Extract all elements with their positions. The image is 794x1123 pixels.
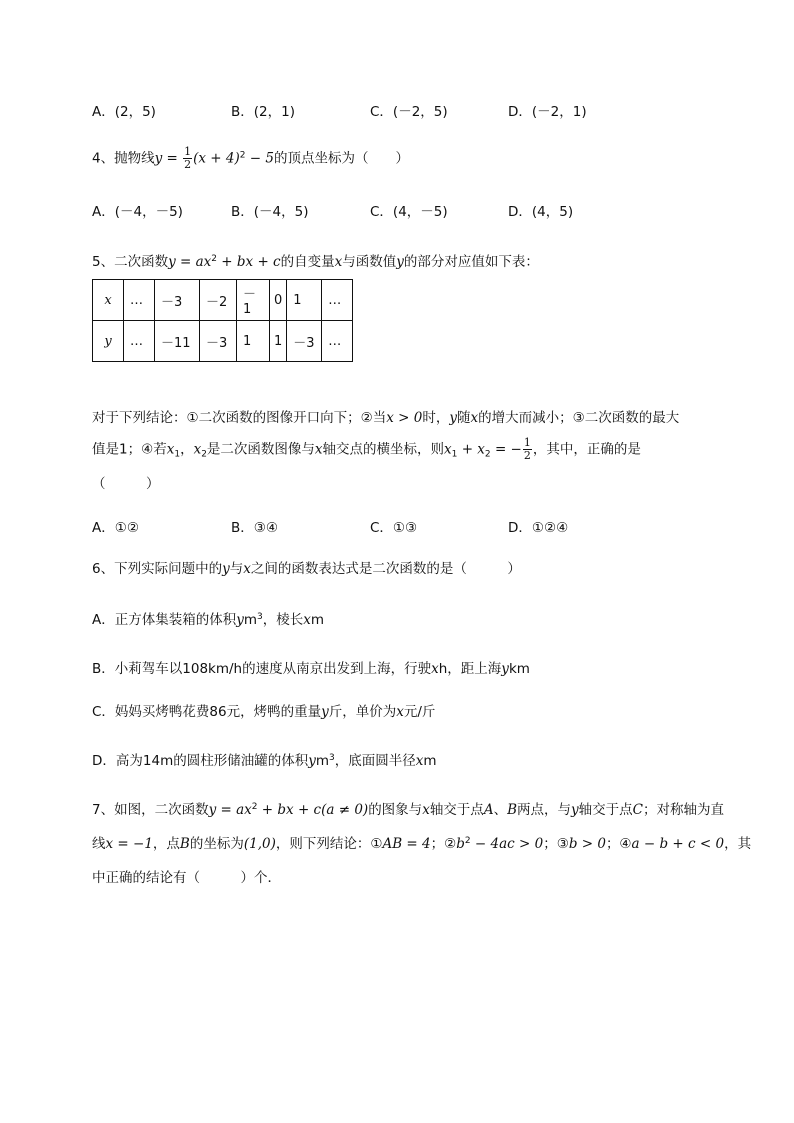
q7-l2-a: 线 (92, 836, 106, 852)
q5-line1-y: y (449, 410, 457, 426)
q7-func-b: + bx + c(a ≠ 0) (257, 802, 369, 818)
q6-opt-d-x: x (415, 753, 424, 769)
q7-l2-h: ，其 (724, 836, 752, 852)
q5-x1-sub: 1 (174, 449, 181, 460)
q7-l2-coord: (1,0) (243, 836, 276, 852)
q5-sum-b-sub: 2 (484, 449, 491, 460)
q4-frac-den: 2 (184, 158, 192, 171)
q6-opt-d-unit: m (315, 753, 330, 769)
q4-frac-num: 1 (184, 145, 192, 158)
q5-frac-den: 2 (523, 449, 531, 462)
q5-func-b: + bx + c (217, 254, 281, 270)
q7-l1-B: B (507, 802, 517, 818)
q7-l2-f: ；③ (543, 836, 569, 852)
table-cell: … (124, 280, 155, 321)
q6-opt-c-mid: 斤，单价为 (328, 704, 397, 720)
q6-opt-a-pre: A．正方体集装箱的体积 (92, 612, 237, 628)
q7-l1-a: 的图象与 (368, 802, 423, 818)
q7-l2-g: ；④ (605, 836, 632, 852)
q7-l2-d: ，则下列结论：① (275, 836, 383, 852)
q5-fraction (523, 437, 532, 462)
table-cell: x (93, 280, 124, 321)
q7-l1-x: x (422, 802, 430, 818)
q5-line2-x: x (314, 441, 323, 458)
q5-line2-a: 值是1；④若 (92, 441, 167, 458)
q7-func: y = ax (208, 802, 252, 818)
q6-opt-b-mid: h，距上海 (438, 661, 502, 677)
q5-suffix: 的部分对应值如下表： (403, 254, 539, 270)
q7-l1-C: C (632, 802, 643, 818)
q5-sup: 2 (211, 254, 218, 264)
table-cell: －11 (155, 321, 200, 362)
q6-option-d (92, 749, 437, 769)
q6-y: y (222, 561, 230, 577)
q6-opt-b-y: y (501, 661, 509, 677)
q7-l1-A: A (483, 802, 494, 818)
q5-answer-blank: （ ） (92, 476, 160, 492)
table-cell: －3 (287, 321, 322, 362)
table-cell: －2 (200, 280, 237, 321)
q6-prefix: 6、下列实际问题中的 (92, 561, 223, 577)
q5-line2-b: 是二次函数图像与 (206, 441, 315, 458)
q7-l2-c2sup: 2 (464, 836, 471, 846)
q5-frac-num: 1 (523, 436, 531, 449)
q6-opt-d-mid: ，底面圆半径 (334, 753, 416, 769)
q5-conclusions-line1 (92, 406, 679, 426)
q4-fraction (183, 146, 192, 171)
q5-var-y: y (396, 254, 404, 270)
q6-opt-a-end: m (310, 612, 325, 628)
q6-opt-d-end: m (423, 753, 437, 769)
table-cell: 0 (270, 280, 287, 321)
q7-line2 (92, 832, 751, 852)
table-cell: －1 (237, 280, 270, 321)
table-cell: … (322, 280, 353, 321)
q6-opt-a-sup: 3 (257, 612, 263, 622)
table-cell: 1 (270, 321, 287, 362)
q5-line2-d: ，其中，正确的是 (532, 441, 641, 458)
q5-option-b: B．③④ (231, 520, 278, 536)
q4-expr-a: (x + 4) (193, 150, 240, 167)
q6-opt-d-y: y (308, 753, 316, 769)
q7-l2-c2b: − 4ac > 0 (470, 836, 544, 852)
q7-l1-d: 两点，与 (516, 802, 571, 818)
q6-opt-d-pre: D．高为14m的圆柱形储油罐的体积 (92, 753, 309, 769)
q6-opt-b-pre: B．小莉驾车以108km/h的速度从南京出发到上海，行驶 (92, 661, 432, 677)
q6-stem (92, 557, 521, 577)
q7-l2-c: 的坐标为 (189, 836, 244, 852)
q6-opt-b-end: km (508, 661, 530, 677)
q7-sup: 2 (251, 802, 258, 812)
q7-line1 (92, 798, 724, 818)
q5-option-d: D．①②④ (508, 520, 569, 536)
q6-opt-a-mid: ，棱长 (262, 612, 304, 628)
q4-expr-b: − 5 (245, 150, 274, 167)
q6-opt-c-y: y (321, 704, 329, 720)
q5-line1-c: 随 (456, 410, 471, 426)
q7-l1-e: 轴交于点 (578, 802, 633, 818)
q3-option-a: A．(2，5) (92, 104, 156, 120)
q7-l2-c3: b > 0 (568, 836, 606, 852)
q7-l1-c: 、 (493, 802, 508, 818)
q4-y-eq: y = (154, 150, 183, 167)
q5-sum-a-sub: 1 (451, 449, 458, 460)
q7-line3: 中正确的结论有（ ）个． (92, 870, 281, 886)
q7-l2-b: ，点 (152, 836, 180, 852)
q5-line1-cond: x > 0 (386, 410, 423, 426)
q4-prefix: 4、抛物线 (92, 150, 155, 167)
table-cell: y (93, 321, 124, 362)
table-cell: … (322, 321, 353, 362)
q3-option-b: B．(2，1) (231, 104, 295, 120)
table-cell: 1 (287, 280, 322, 321)
table-row-x (93, 280, 353, 321)
q5-prefix: 5、二次函数 (92, 254, 169, 270)
q5-option-c: C．①③ (370, 520, 418, 536)
table-row-y (93, 321, 353, 362)
q7-l2-e: ；② (430, 836, 457, 852)
q5-mid1: 的自变量 (280, 254, 335, 270)
q5-option-a: A．①② (92, 520, 139, 536)
q4-sup: 2 (239, 150, 246, 161)
q6-mid: 与 (229, 561, 244, 577)
q7-l1-f: ；对称轴为直 (642, 802, 724, 818)
q6-suffix: 之间的函数表达式是二次函数的是（ ） (250, 561, 521, 577)
q7-l1-b: 轴交于点 (429, 802, 484, 818)
q4-stem (92, 146, 409, 171)
table-cell: －3 (155, 280, 200, 321)
q5-line1-a: 对于下列结论：①二次函数的图像开口向下；②当 (92, 410, 387, 426)
q7-l2-c4: a − b + c < 0 (631, 836, 725, 852)
q5-var-x: x (334, 254, 343, 270)
q4-option-d: D．(4，5) (508, 204, 574, 220)
table-cell: … (124, 321, 155, 362)
q6-opt-c-x: x (396, 704, 404, 720)
q6-option-a (92, 608, 324, 628)
q7-l2-c1: AB = 4 (382, 836, 431, 852)
q5-line1-b: 时， (422, 410, 450, 426)
q7-l1-y: y (570, 802, 579, 818)
q3-option-d: D．(－2，1) (508, 104, 587, 120)
q3-option-c: C．(－2，5) (370, 104, 448, 120)
q6-opt-a-x: x (303, 612, 311, 628)
q7-l2-c2a: b (456, 836, 465, 852)
q7-prefix: 7、如图，二次函数 (92, 802, 209, 818)
table-cell: －3 (200, 321, 237, 362)
q5-func-a: y = ax (168, 254, 212, 270)
q7-l2-axis: x = −1 (105, 836, 153, 852)
q5-line2-c: 轴交点的横坐标，则 (322, 441, 445, 458)
q5-line1-d: 的增大而减小；③二次函数的最大 (478, 410, 680, 426)
q5-sum-mid: + x (457, 441, 485, 458)
q6-option-c (92, 700, 435, 720)
q6-opt-d-sup: 3 (329, 753, 335, 763)
q6-option-b (92, 657, 530, 677)
q5-comma: ， (180, 441, 194, 458)
q5-x2-sub: 2 (201, 449, 207, 460)
q5-x2: x (193, 441, 202, 458)
q4-option-a: A．(－4，－5) (92, 204, 183, 220)
q6-opt-a-y: y (236, 612, 244, 628)
q6-x: x (243, 561, 251, 577)
q4-option-b: B．(－4，5) (231, 204, 309, 220)
q6-opt-c-pre: C．妈妈买烤鸭花费86元，烤鸭的重量 (92, 704, 322, 720)
q5-conclusions-line2 (92, 437, 641, 462)
table-cell: 1 (237, 321, 270, 362)
q5-mid2: 与函数值 (342, 254, 397, 270)
value-table (92, 279, 353, 362)
q5-sum-eq: = − (490, 441, 522, 458)
q5-stem (92, 250, 539, 270)
q4-option-c: C．(4，－5) (370, 204, 448, 220)
q4-suffix: 的顶点坐标为（ ） (273, 150, 409, 167)
q5-sum-a: x (444, 441, 452, 458)
q5-line1-x: x (470, 410, 479, 426)
q6-opt-a-unit: m (243, 612, 258, 628)
q7-l2-B: B (179, 836, 190, 852)
q6-opt-c-end: 元/斤 (403, 704, 436, 720)
q5-x1: x (166, 441, 175, 458)
q6-opt-b-x: x (431, 661, 439, 677)
